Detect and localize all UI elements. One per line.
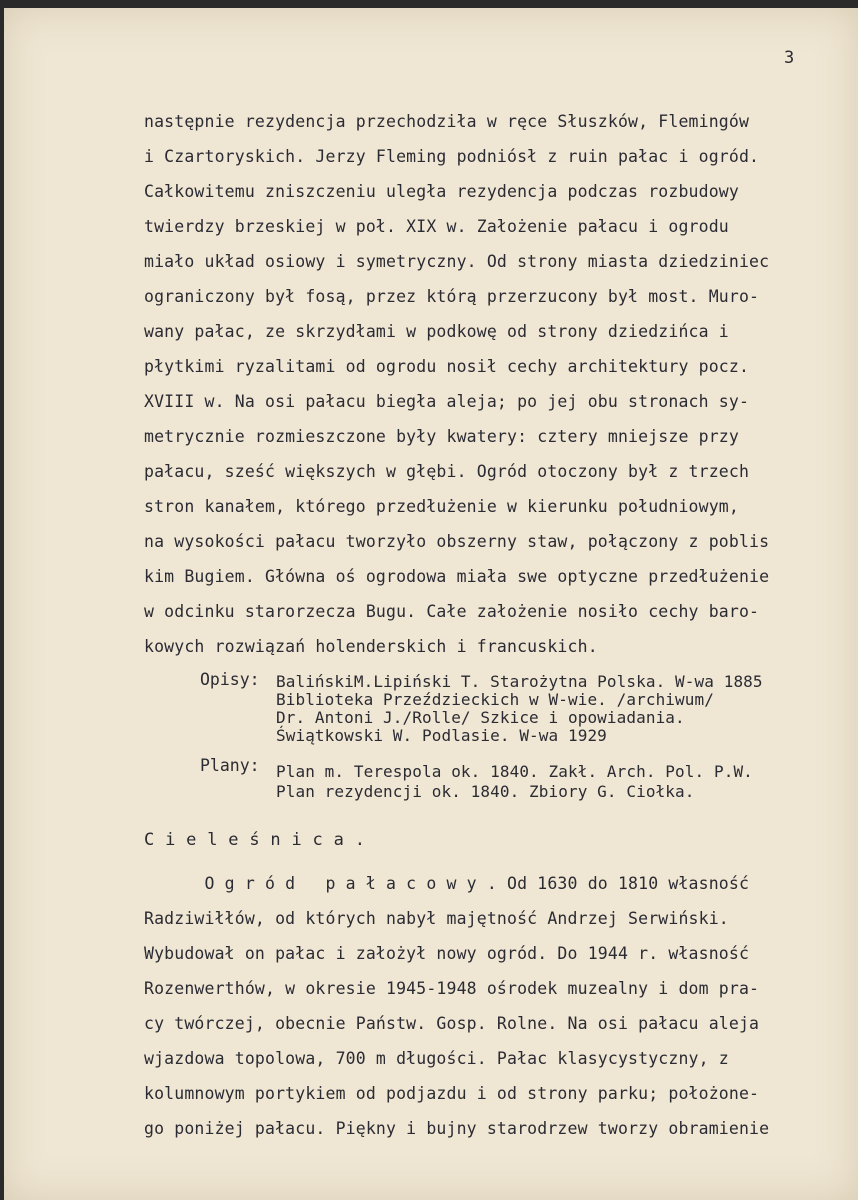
text-line: go poniżej pałacu. Piękny i bujny starodrzew tworzy obramienie <box>144 1119 770 1138</box>
plans-label: Plany: <box>200 756 260 775</box>
text-line: kowych rozwiązań holenderskich i francuskich. <box>144 637 598 656</box>
page-number: 3 <box>784 48 795 68</box>
sources-label: Opisy: <box>200 670 260 689</box>
text-line: miało układ osiowy i symetryczny. Od strony miasta dziedziniec <box>144 252 770 271</box>
source-entry: Świątkowski W. Podlasie. W-wa 1929 <box>276 726 607 745</box>
text-line: twierdzy brzeskiej w poł. XIX w. Założenie pałacu i ogrodu <box>144 217 729 236</box>
text-line: stron kanałem, którego przedłużenie w kierunku południowym, <box>144 497 739 516</box>
text-line: XVIII w. Na osi pałacu biegła aleja; po jej obu stronach sy- <box>144 392 750 411</box>
text-line: Radziwiłłów, od których nabył majętność Andrzej Serwiński. <box>144 909 729 928</box>
text-line: metrycznie rozmieszczone były kwatery: cztery mniejsze przy <box>144 427 739 446</box>
text-line: cy twórczej, obecnie Państw. Gosp. Rolne. Na osi pałacu aleja <box>144 1014 760 1033</box>
text-line: następnie rezydencja przechodziła w ręce Słuszków, Flemingów <box>144 112 750 131</box>
text-line: w odcinku starorzecza Bugu. Całe założenie nosiło cechy baro- <box>144 602 760 621</box>
text-line: kim Bugiem. Główna oś ogrodowa miała swe optyczne przedłużenie <box>144 567 770 586</box>
text-line: Rozenwerthów, w okresie 1945-1948 ośrodek muzealny i dom pra- <box>144 979 760 998</box>
text-line: wany pałac, ze skrzydłami w podkowę od strony dziedzińca i <box>144 322 729 341</box>
plan-entry: Plan m. Terespola ok. 1840. Zakł. Arch. Pol. P.W. <box>276 762 753 781</box>
text-line: pałacu, sześć większych w głębi. Ogród otoczony był z trzech <box>144 462 750 481</box>
text-line: O g r ó d p a ł a c o w y . Od 1630 do 1810 własność <box>144 874 750 893</box>
source-entry: BalińskiM.Lipiński T. Starożytna Polska. W-wa 1885 <box>276 672 763 691</box>
place-heading: C i e l e ś n i c a . <box>144 830 366 850</box>
text-line: wjazdowa topolowa, 700 m długości. Pałac klasycystyczny, z <box>144 1049 729 1068</box>
text-line: Całkowitemu zniszczeniu uległa rezydencja podczas rozbudowy <box>144 182 739 201</box>
document-page <box>4 8 858 1200</box>
text-line: i Czartoryskich. Jerzy Fleming podniósł z ruin pałac i ogród. <box>144 147 760 166</box>
text-line: Wybudował on pałac i założył nowy ogród. Do 1944 r. własność <box>144 944 750 963</box>
text-line: kolumnowym portykiem od podjazdu i od strony parku; położone- <box>144 1084 760 1103</box>
text-line: ograniczony był fosą, przez którą przerzucony był most. Muro- <box>144 287 760 306</box>
text-line: na wysokości pałacu tworzyło obszerny staw, połączony z poblis <box>144 532 770 551</box>
source-entry: Dr. Antoni J./Rolle/ Szkice i opowiadania. <box>276 708 685 727</box>
plan-entry: Plan rezydencji ok. 1840. Zbiory G. Ciołka. <box>276 782 695 801</box>
text-line: płytkimi ryzalitami od ogrodu nosił cechy architektury pocz. <box>144 357 750 376</box>
source-entry: Biblioteka Przeździeckich w W-wie. /archiwum/ <box>276 690 714 709</box>
